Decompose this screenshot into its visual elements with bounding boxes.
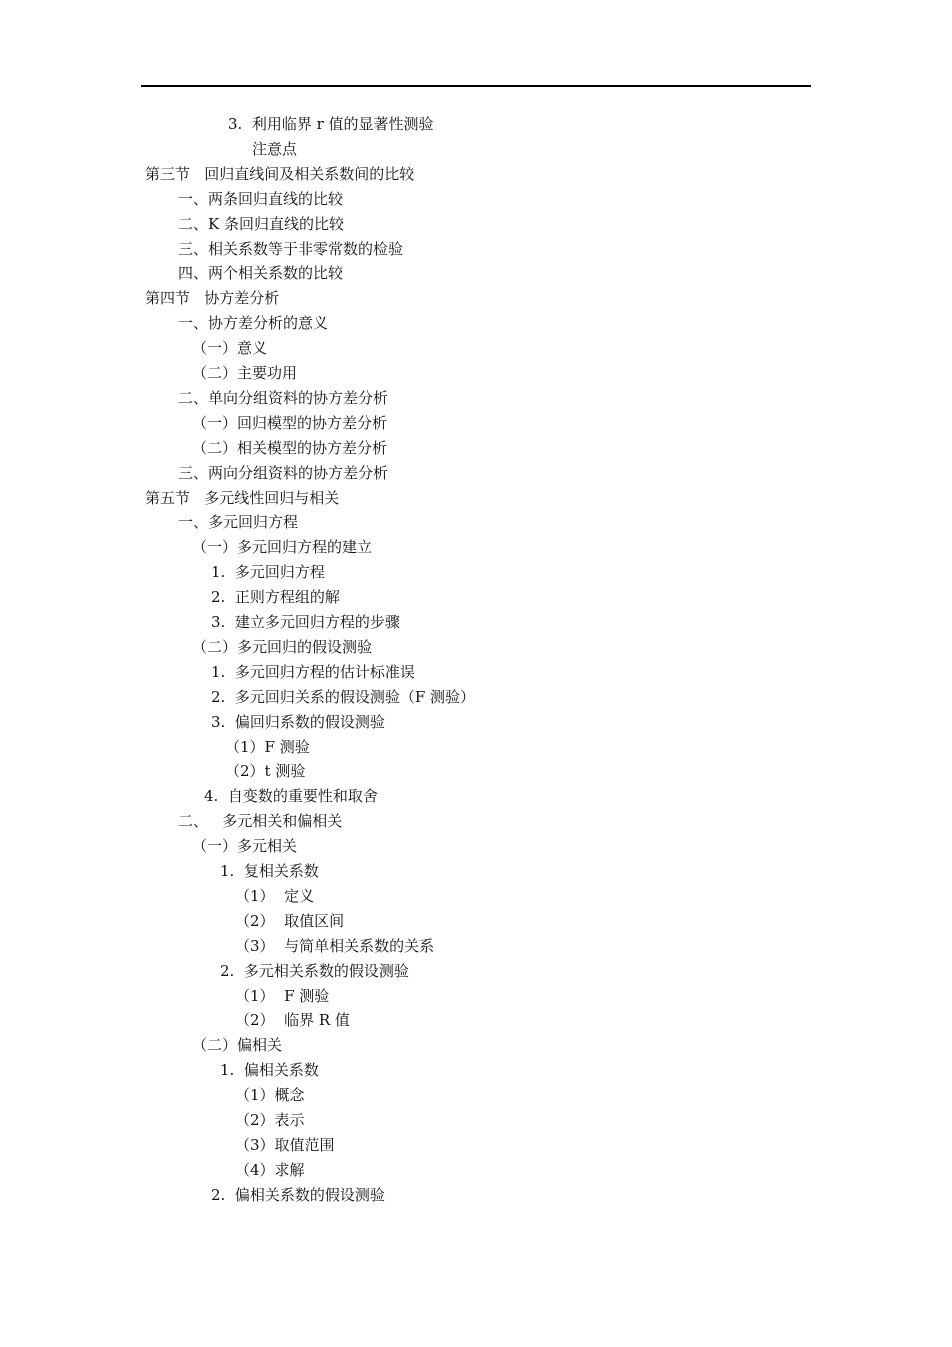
outline-line: （2）t 测验	[225, 762, 306, 781]
outline-line: （一）多元回归方程的建立	[192, 538, 373, 557]
outline-line: 四、两个相关系数的比较	[178, 264, 344, 283]
outline-line: 1. 多元回归方程	[211, 563, 325, 582]
outline-line: 一、协方差分析的意义	[178, 314, 329, 333]
outline-line: （2） 临界 R 值	[235, 1011, 350, 1030]
outline-line: 3. 偏回归系数的假设测验	[211, 712, 385, 731]
outline-line: 注意点	[252, 139, 298, 158]
outline-line: （二）相关模型的协方差分析	[192, 438, 388, 457]
outline-line: 二、K 条回归直线的比较	[178, 214, 344, 233]
outline-line: （二）多元回归的假设测验	[192, 637, 373, 656]
outline-line: （1） 定义	[235, 886, 315, 905]
outline-line: 第四节 协方差分析	[145, 289, 280, 308]
outline-line: 第三节 回归直线间及相关系数间的比较	[145, 164, 415, 183]
outline-line: 1. 多元回归方程的估计标准误	[211, 662, 415, 681]
outline-line: 2. 多元回归关系的假设测验（F 测验）	[211, 687, 476, 706]
outline-line: （二）主要功用	[192, 364, 298, 382]
outline-line: 2. 多元相关系数的假设测验	[220, 961, 409, 980]
outline-line: （1） F 测验	[235, 986, 330, 1005]
outline-line: （4）求解	[235, 1160, 305, 1179]
outline-line: 二、单向分组资料的协方差分析	[178, 388, 389, 407]
outline-line: 二、 多元相关和偏相关	[178, 812, 343, 831]
header-rule	[141, 85, 811, 87]
outline-line: 一、两条回归直线的比较	[178, 189, 344, 208]
outline-line: 三、两向分组资料的协方差分析	[178, 463, 389, 482]
outline-line: （一）意义	[192, 339, 268, 358]
outline-line: （2） 取值区间	[235, 911, 345, 930]
outline-line: （3）取值范围	[235, 1135, 335, 1154]
outline-line: 1. 偏相关系数	[220, 1061, 319, 1080]
outline-line: 第五节 多元线性回归与相关	[145, 488, 340, 507]
outline-line: 一、多元回归方程	[178, 513, 299, 532]
outline-line: 2. 偏相关系数的假设测验	[211, 1185, 385, 1204]
outline-line: （一）多元相关	[192, 837, 298, 856]
outline-line: 1. 复相关系数	[220, 862, 319, 880]
outline-line: 3. 利用临界 r 值的显著性测验	[228, 115, 434, 133]
outline-line: （二）偏相关	[192, 1036, 283, 1055]
outline-line: （1）F 测验	[225, 737, 310, 756]
outline-line: （2）表示	[235, 1111, 305, 1129]
outline-line: （一）回归模型的协方差分析	[192, 413, 388, 432]
outline-line: 三、相关系数等于非零常数的检验	[178, 239, 404, 258]
outline-line: （3） 与简单相关系数的关系	[235, 936, 435, 955]
outline-line: 2. 正则方程组的解	[211, 588, 340, 607]
outline-line: 3. 建立多元回归方程的步骤	[211, 613, 400, 631]
outline-line: 4. 自变数的重要性和取舍	[204, 787, 378, 806]
outline-line: （1）概念	[235, 1086, 305, 1105]
